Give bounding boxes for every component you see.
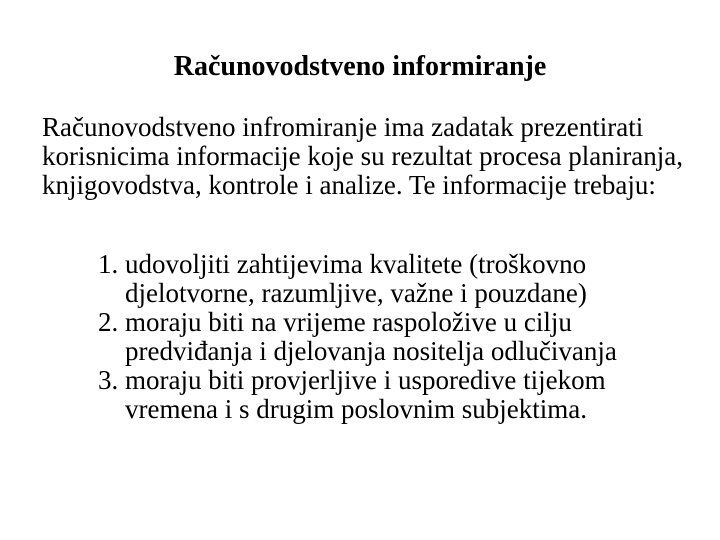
list-item [42, 308, 702, 366]
slide-title: Računovodstveno informiranje [173, 51, 547, 82]
numbered-list [42, 250, 702, 424]
list-item-text: udovoljiti zahtijevima kvalitete (troškovno djelotvorne, razumljive, važne i pouzdane) [125, 249, 587, 308]
list-item-text: moraju biti provjerljive i usporedive tijekom vremena i s drugim poslovnim subjektima. [125, 365, 606, 424]
list-item [42, 250, 702, 308]
list-item [42, 366, 702, 424]
list-item-number: 3. [98, 365, 119, 395]
list-item-number: 1. [98, 249, 119, 279]
intro-paragraph: Računovodstveno infromiranje ima zadatak prezentirati korisnicima informacije koje su rezultat procesa planiranja, knjigovodstva, kontrole i analize. Te informacije trebaju: [42, 112, 683, 200]
list-item-text: moraju biti na vrijeme raspoložive u cilju predviđanja i djelovanja nositelja odlučivanja [125, 307, 617, 366]
list-item-number: 2. [98, 307, 119, 337]
